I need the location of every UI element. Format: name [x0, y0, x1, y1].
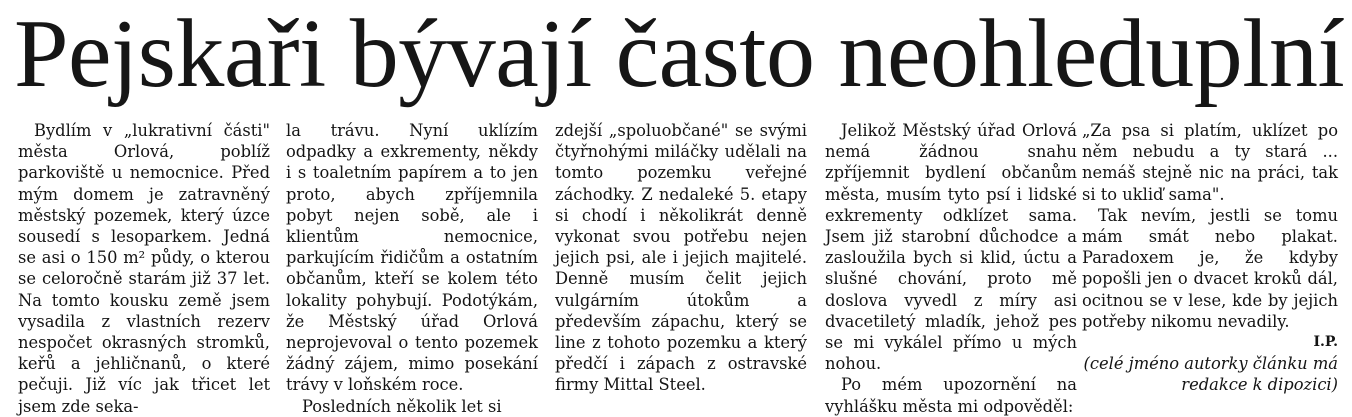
paragraph: Jelikož Městský úřad Orlová nemá žádnou snahu zpříjemnit bydlení občanům města, musím tyto psí i lidské exkrementy odklízet sama. Jsem již starobní důchodce a zasloužila bych si klid, úctu a slušné chování, proto mě doslova vyvedl z míry asi dvacetiletý mladík, jehož pes se mi vykálel přímo u mých nohou.	[825, 121, 1077, 374]
article-column-1	[18, 120, 270, 416]
paragraph: la trávu. Nyní uklízím odpadky a exkrementy, někdy i s toaletním papírem a to jen proto, abych zpříjemnila pobyt nejen sobě, ale i klientům nemocnice, parkujícím řidičům a ostatním občanům, kteří se kolem této lokality pohybují. Podotýkám, že Městský úřad Orlová neprojevoval o tento pozemek žádný zájem, mimo posekání trávy v loňském roce.	[286, 121, 538, 395]
author-initials: I.P.	[1313, 334, 1338, 351]
paragraph: Posledních několik let si	[302, 396, 502, 416]
paragraph: Tak nevím, jestli se tomu mám smát nebo plakat. Paradoxem je, že kdyby popošli jen o dvacet kroků dál, ocitnou se v lese, kde by jejich potřeby nikomu nevadily.	[1082, 205, 1338, 331]
paragraph: zdejší „spoluobčané" se svými čtyřnohými miláčky udělali na tomto pozemku veřejné záchodky. Z nedaleké 5. etapy si chodí i několikrát denně vykonat svou potřebu nejen jejich psi, ale i jejich majitelé. Denně musím čelit jejich vulgárním útokům a především zápachu, který se line z tohoto pozemku a který předčí i zápach z ostravské firmy Mittal Steel.	[555, 121, 807, 395]
article-column-2	[286, 120, 538, 416]
paragraph: Bydlím v „lukrativní části" města Orlová, poblíž parkoviště u nemocnice. Před mým domem je zatravněný městský pozemek, který úzce sousedí s lesoparkem. Jedná se asi o 150 m² půdy, o kterou se celoročně starám již 37 let. Na tomto kousku země jsem vysadila z vlastních rezerv nespočet okrasných stromků, keřů a jehličnanů, o které pečuji. Již víc jak třicet let jsem zde seka-	[18, 121, 270, 416]
editorial-note: (celé jméno autorky článku má redakce k dipozici)	[1083, 354, 1338, 395]
article-column-3	[555, 120, 807, 402]
paragraph: Po mém upozornění na vyhlášku města mi odpověděl:	[825, 375, 1077, 416]
paragraph: „Za psa si platím, uklízet po něm nebudu a ty stará ... nemáš stejně nic na práci, tak si to ukliď sama".	[1082, 121, 1338, 204]
article-column-5	[1082, 120, 1338, 402]
headline: Pejskaři bývají často neohleduplní	[14, 0, 1345, 108]
article-column-4	[825, 120, 1077, 416]
